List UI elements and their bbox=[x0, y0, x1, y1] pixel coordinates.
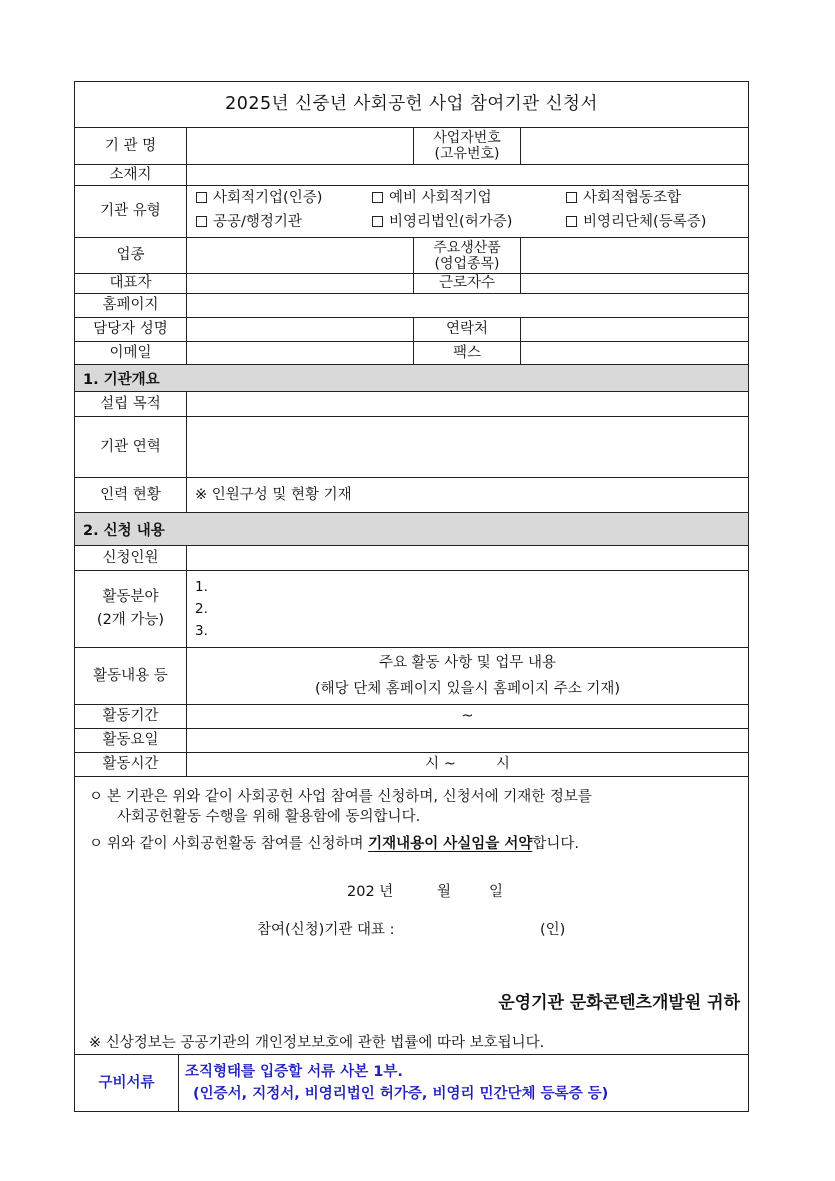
declaration-line-1a: 본 기관은 위와 같이 사회공헌 사업 참여를 신청하며, 신청서에 기재한 정보를 bbox=[107, 789, 592, 805]
section1-heading: 1. 기관개요 bbox=[75, 365, 748, 392]
checkbox-icon[interactable] bbox=[372, 192, 383, 203]
option-label: 사회적기업(인증) bbox=[213, 190, 323, 206]
checkbox-icon[interactable] bbox=[196, 216, 207, 227]
rep-field[interactable] bbox=[186, 274, 413, 293]
period-label: 활동기간 bbox=[102, 708, 159, 724]
section2-heading: 2. 신청 내용 bbox=[75, 513, 748, 546]
address-label: 소재지 bbox=[109, 166, 152, 183]
option-public-agency[interactable] bbox=[196, 214, 302, 231]
headcount-label: 신청인원 bbox=[102, 549, 159, 566]
rep-row bbox=[75, 274, 748, 294]
option-label: 비영리단체(등록증) bbox=[583, 214, 707, 230]
privacy-note: ※ 신상정보는 공공기관의 개인정보보호에 관한 법률에 따라 보호됩니다. bbox=[89, 1035, 545, 1051]
purpose-row bbox=[75, 392, 748, 417]
content-row bbox=[75, 648, 748, 705]
date-day: 일 bbox=[489, 884, 504, 900]
date-year: 202 년 bbox=[347, 884, 394, 900]
option-nonprofit-corp[interactable] bbox=[372, 214, 512, 231]
history-field[interactable] bbox=[186, 417, 748, 477]
industry-label: 업종 bbox=[116, 247, 145, 263]
checkbox-icon[interactable] bbox=[196, 192, 207, 203]
fax-field[interactable] bbox=[520, 342, 748, 364]
field-line-1: 1. bbox=[195, 579, 208, 595]
bullet-2: ㅇ bbox=[89, 836, 104, 852]
homepage-field[interactable] bbox=[186, 294, 748, 317]
declaration-line-1b: 사회공헌활동 수행을 위해 활용함에 동의합니다. bbox=[117, 809, 421, 825]
field-line-2: 2. bbox=[195, 601, 208, 617]
option-label: 비영리법인(허가증) bbox=[389, 214, 513, 230]
period-field[interactable]: ~ bbox=[186, 705, 748, 728]
checkbox-icon[interactable] bbox=[372, 216, 383, 227]
industry-field[interactable] bbox=[186, 238, 413, 273]
industry-row bbox=[75, 238, 748, 274]
title-row bbox=[75, 82, 748, 128]
documents-line-2: (인증서, 지정서, 비영리법인 허가증, 비영리 민간단체 등록증 등) bbox=[193, 1086, 609, 1102]
bullet-1: ㅇ bbox=[89, 789, 104, 805]
content-label: 활동내용 등 bbox=[93, 667, 168, 684]
email-row bbox=[75, 342, 748, 365]
field-label-line1: 활동분야 bbox=[102, 589, 159, 605]
content-line-2: (해당 단체 홈페이지 있을시 홈페이지 주소 기재) bbox=[314, 681, 621, 697]
time-label: 활동시간 bbox=[102, 756, 159, 772]
date-month: 월 bbox=[437, 884, 452, 900]
history-label: 기관 연혁 bbox=[100, 438, 161, 455]
declaration-line-2-prefix: 위와 같이 사회공헌활동 참여를 신청하며 bbox=[107, 836, 369, 852]
documents-line-1: 조직형태를 입증할 서류 사본 1부. bbox=[185, 1064, 403, 1080]
org-name-row bbox=[75, 128, 748, 165]
application-form bbox=[74, 81, 749, 1112]
bizno-label-line1: 사업자번호 bbox=[433, 130, 501, 146]
days-row bbox=[75, 729, 748, 753]
org-type-row bbox=[75, 186, 748, 238]
signer-label: 참여(신청)기관 대표 : bbox=[257, 922, 395, 938]
product-label-line2: (영업종목) bbox=[434, 255, 500, 272]
declaration-line-2 bbox=[107, 832, 579, 853]
staff-note[interactable]: ※ 인원구성 및 현황 기재 bbox=[186, 478, 748, 512]
email-label: 이메일 bbox=[109, 344, 152, 361]
field-label bbox=[75, 571, 186, 647]
field-line-3: 3. bbox=[195, 623, 208, 639]
period-row bbox=[75, 705, 748, 729]
option-label: 사회적협동조합 bbox=[583, 190, 682, 206]
time-from: 시 ~ bbox=[425, 756, 456, 772]
org-name-field[interactable] bbox=[186, 128, 413, 164]
email-field[interactable] bbox=[186, 342, 413, 364]
contact-name-field[interactable] bbox=[186, 318, 413, 341]
phone-label: 연락처 bbox=[413, 318, 520, 341]
homepage-label: 홈페이지 bbox=[102, 297, 159, 313]
declaration-line-2-emphasis: 기재내용이 사실임을 서약 bbox=[368, 836, 533, 852]
declaration-block bbox=[75, 777, 748, 1055]
field-label-line2: (2개 가능) bbox=[96, 612, 165, 628]
org-name-label: 기 관 명 bbox=[104, 137, 157, 154]
homepage-row bbox=[75, 294, 748, 318]
headcount-row bbox=[75, 546, 748, 571]
bizno-label bbox=[413, 128, 520, 164]
workers-field[interactable] bbox=[520, 274, 748, 293]
days-label: 활동요일 bbox=[102, 732, 159, 748]
product-field[interactable] bbox=[520, 238, 748, 273]
headcount-field[interactable] bbox=[186, 546, 748, 570]
content-line-1: 주요 활동 사항 및 업무 내용 bbox=[378, 655, 557, 671]
org-type-label: 기관 유형 bbox=[100, 203, 161, 219]
address-row bbox=[75, 165, 748, 186]
content-field[interactable] bbox=[186, 648, 748, 704]
checkbox-icon[interactable] bbox=[566, 216, 577, 227]
declaration-line-2-suffix: 합니다. bbox=[532, 836, 579, 852]
form-title: 2025년 신중년 사회공헌 사업 참여기관 신청서 bbox=[225, 94, 598, 114]
rep-label: 대표자 bbox=[109, 275, 152, 291]
address-field[interactable] bbox=[186, 165, 748, 185]
option-social-enterprise[interactable] bbox=[196, 190, 322, 207]
contact-name-label: 담당자 성명 bbox=[93, 321, 168, 337]
product-label bbox=[413, 238, 520, 273]
org-type-options bbox=[186, 186, 748, 237]
purpose-field[interactable] bbox=[186, 392, 748, 416]
option-label: 공공/행정기관 bbox=[213, 214, 302, 230]
option-nonprofit-org[interactable] bbox=[566, 214, 706, 231]
contact-row bbox=[75, 318, 748, 342]
fax-label: 팩스 bbox=[413, 342, 520, 364]
days-field[interactable] bbox=[186, 729, 748, 752]
workers-label: 근로자수 bbox=[413, 274, 520, 293]
option-label: 예비 사회적기업 bbox=[389, 190, 492, 206]
documents-row bbox=[75, 1055, 748, 1111]
phone-field[interactable] bbox=[520, 318, 748, 341]
checkbox-icon[interactable] bbox=[566, 192, 577, 203]
field-entries[interactable] bbox=[186, 571, 748, 647]
documents-content bbox=[178, 1055, 748, 1111]
field-row bbox=[75, 571, 748, 648]
staff-label: 인력 현황 bbox=[100, 486, 161, 503]
purpose-label: 설립 목적 bbox=[100, 395, 161, 412]
bizno-label-line2: (고유번호) bbox=[434, 146, 500, 162]
option-social-cooperative[interactable] bbox=[566, 190, 681, 207]
time-field[interactable] bbox=[186, 753, 748, 776]
staff-row bbox=[75, 478, 748, 513]
product-label-line1: 주요생산품 bbox=[433, 239, 501, 256]
option-pre-social-enterprise[interactable] bbox=[372, 190, 492, 207]
bizno-field[interactable] bbox=[520, 128, 748, 164]
documents-label: 구비서류 bbox=[98, 1074, 155, 1091]
seal-mark: (인) bbox=[540, 922, 566, 938]
time-row bbox=[75, 753, 748, 777]
time-to: 시 bbox=[495, 756, 510, 772]
addressee: 운영기관 문화콘텐츠개발원 귀하 bbox=[498, 993, 740, 1013]
history-row bbox=[75, 417, 748, 478]
